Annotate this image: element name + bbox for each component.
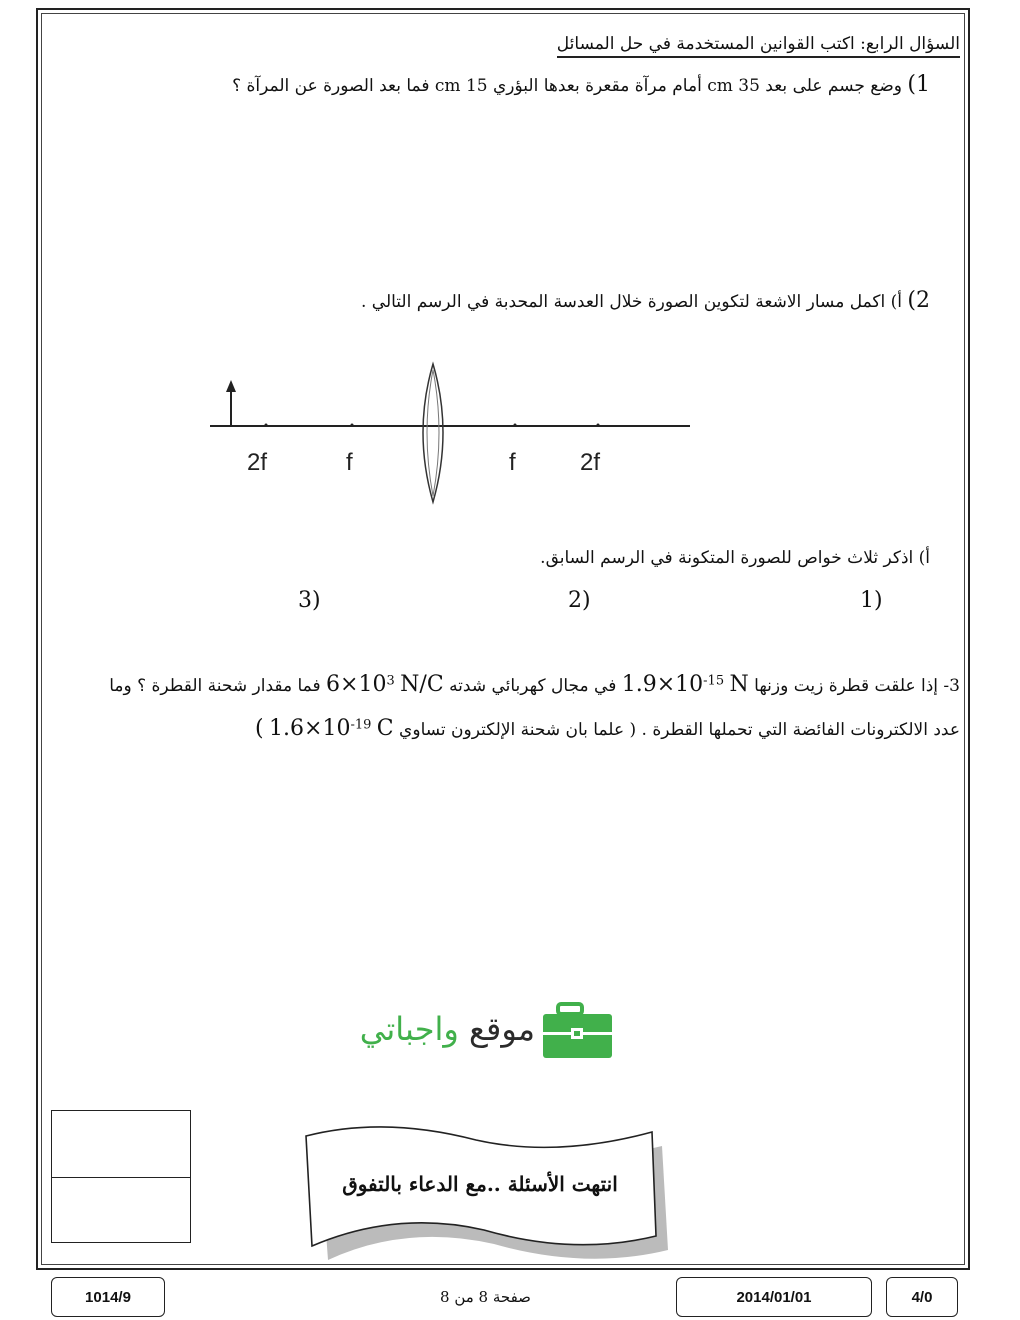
q3-line1-suffix: فما مقدار شحنة القطرة ؟ وما <box>109 676 321 696</box>
briefcase-icon <box>543 1004 612 1058</box>
point-f-left <box>351 424 354 427</box>
answer-blank-3: 3) <box>298 588 321 613</box>
point-f-right <box>514 424 517 427</box>
footer-page-number: صفحة 8 من 8 <box>440 1288 531 1306</box>
page-frame-inner <box>41 13 965 1265</box>
footer-version: 4/0 <box>911 1288 933 1306</box>
footer-date: 2014/01/01 <box>736 1288 812 1306</box>
object-arrow-head <box>226 380 236 392</box>
question-3-line-1 <box>109 672 960 697</box>
footer-code: 1014/9 <box>85 1288 131 1306</box>
convex-lens-inner <box>427 370 439 496</box>
point-2f-left <box>265 424 268 427</box>
electron-charge-value: $1.6\times 10^{-19}$ C <box>269 716 394 741</box>
convex-lens-diagram <box>200 352 700 512</box>
q3-line1-mid: في مجال كهربائي شدته <box>449 676 617 696</box>
question-1-text: وضع جسم على بعد 35 cm أمام مرآة مقعرة بعدها البؤري 15 cm فما بعد الصورة عن المرآة ؟ <box>232 76 902 96</box>
convex-lens <box>423 364 443 502</box>
footer-version-box <box>886 1277 958 1317</box>
label-f-left: f <box>346 449 353 476</box>
question-2-number: 2) <box>907 288 930 313</box>
answer-blank-2: 2) <box>568 588 591 613</box>
q3-line1-prefix: 3- إذا علقت قطرة زيت وزنها <box>754 676 960 696</box>
grade-boxes <box>51 1110 191 1243</box>
answer-blank-1: 1) <box>860 588 883 613</box>
question-1 <box>232 72 930 97</box>
question-2 <box>361 288 930 313</box>
site-logo-text: موقع واجباتي <box>359 1010 535 1048</box>
question-3-line-2 <box>255 716 960 741</box>
footer-date-box <box>676 1277 872 1317</box>
footer-code-box <box>51 1277 165 1317</box>
section-heading: السؤال الرابع: اكتب القوانين المستخدمة في حل المسائل <box>557 34 960 58</box>
closing-banner-text: انتهت الأسئلة ..مع الدعاء بالتفوق <box>342 1172 618 1196</box>
oil-drop-weight: $1.9\times 10^{-15}$ N <box>621 672 749 697</box>
label-2f-left: 2f <box>247 449 268 476</box>
q3-line2-prefix: عدد الالكترونات الفائضة التي تحملها القطرة . ( علما بان شحنة الإلكترون تساوي <box>399 720 960 740</box>
grade-box-divider <box>52 1177 190 1178</box>
point-2f-right <box>597 424 600 427</box>
q3-line2-suffix: ) <box>255 716 264 741</box>
label-2f-right: 2f <box>580 449 601 476</box>
electric-field-value: $6\times 10^3$ N/C <box>326 672 444 697</box>
question-a-properties: أ) اذكر ثلاث خواص للصورة المتكونة في الرسم السابق. <box>540 548 930 568</box>
label-f-right: f <box>509 449 516 476</box>
question-1-number: 1) <box>907 72 930 97</box>
question-2-text: أ) اكمل مسار الاشعة لتكوين الصورة خلال العدسة المحدبة في الرسم التالي . <box>360 292 902 312</box>
